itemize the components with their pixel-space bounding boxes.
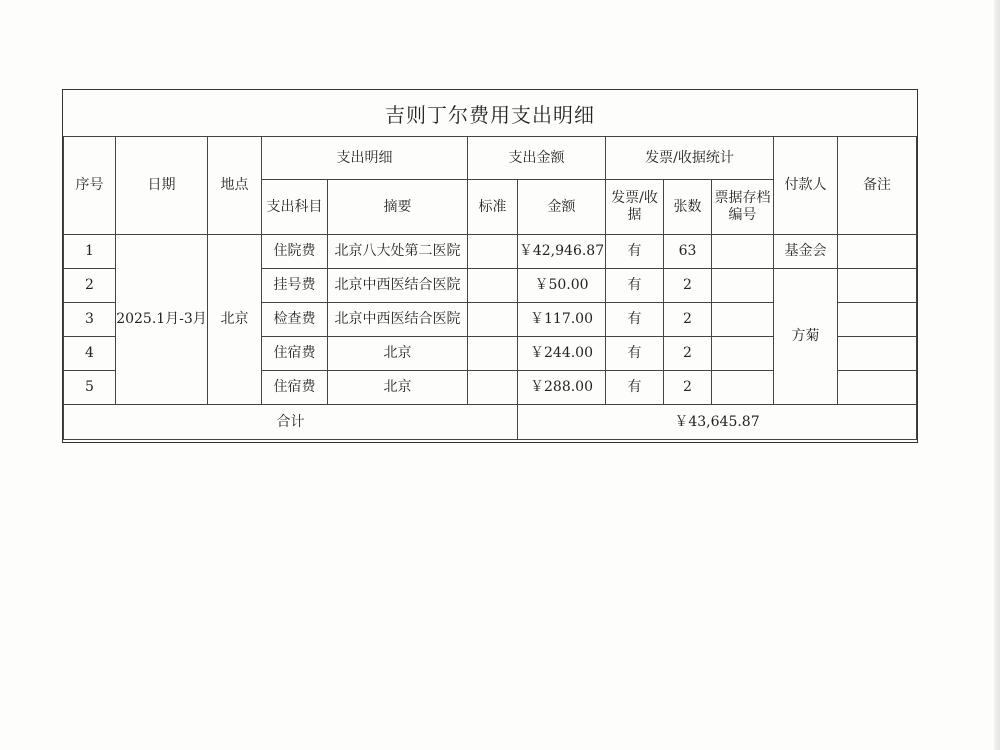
cell-category: 住宿费 — [262, 337, 328, 371]
cell-invoice: 有 — [606, 269, 664, 303]
cell-seq: 5 — [64, 371, 116, 405]
cell-category: 检查费 — [262, 303, 328, 337]
cell-seq: 4 — [64, 337, 116, 371]
header-seq: 序号 — [64, 137, 116, 235]
header-invoice-type: 发票/收据 — [606, 180, 664, 235]
cell-standard — [468, 269, 518, 303]
cell-standard — [468, 303, 518, 337]
header-archive-no: 票据存档编号 — [712, 180, 774, 235]
table-title: 吉则丁尔费用支出明细 — [63, 90, 917, 137]
cell-summary: 北京中西医结合医院 — [328, 303, 468, 337]
header-invoice-group: 发票/收据统计 — [606, 137, 774, 180]
header-summary: 摘要 — [328, 180, 468, 235]
cell-archive-no — [712, 337, 774, 371]
cell-category: 住宿费 — [262, 371, 328, 405]
cell-location-merged: 北京 — [208, 235, 262, 405]
cell-summary: 北京八大处第二医院 — [328, 235, 468, 269]
cell-amount: ￥288.00 — [518, 371, 606, 405]
expense-table-frame — [62, 89, 918, 443]
header-location: 地点 — [208, 137, 262, 235]
header-detail-group: 支出明细 — [262, 137, 468, 180]
cell-summary: 北京 — [328, 371, 468, 405]
cell-amount: ￥244.00 — [518, 337, 606, 371]
cell-count: 2 — [664, 303, 712, 337]
cell-remark — [838, 371, 917, 405]
cell-archive-no — [712, 235, 774, 269]
cell-standard — [468, 235, 518, 269]
header-date: 日期 — [116, 137, 208, 235]
cell-remark — [838, 337, 917, 371]
cell-seq: 2 — [64, 269, 116, 303]
cell-payer-merged: 方菊 — [774, 269, 838, 405]
table-row — [64, 235, 917, 269]
header-remark: 备注 — [838, 137, 917, 235]
cell-count: 63 — [664, 235, 712, 269]
cell-seq: 3 — [64, 303, 116, 337]
header-payer: 付款人 — [774, 137, 838, 235]
header-amount-group: 支出金额 — [468, 137, 606, 180]
total-value: ￥43,645.87 — [518, 405, 917, 440]
cell-archive-no — [712, 269, 774, 303]
total-label: 合计 — [64, 405, 518, 440]
header-standard: 标准 — [468, 180, 518, 235]
cell-invoice: 有 — [606, 235, 664, 269]
cell-remark — [838, 269, 917, 303]
cell-remark — [838, 303, 917, 337]
cell-archive-no — [712, 371, 774, 405]
cell-invoice: 有 — [606, 303, 664, 337]
cell-category: 住院费 — [262, 235, 328, 269]
cell-standard — [468, 337, 518, 371]
header-row-1 — [64, 137, 917, 180]
cell-count: 2 — [664, 337, 712, 371]
cell-count: 2 — [664, 371, 712, 405]
cell-amount: ￥50.00 — [518, 269, 606, 303]
cell-standard — [468, 371, 518, 405]
header-amount: 金额 — [518, 180, 606, 235]
cell-archive-no — [712, 303, 774, 337]
cell-date-merged: 2025.1月-3月 — [116, 235, 208, 405]
page-edge-shadow — [994, 0, 1000, 750]
cell-amount: ￥42,946.87 — [518, 235, 606, 269]
header-count: 张数 — [664, 180, 712, 235]
cell-seq: 1 — [64, 235, 116, 269]
cell-invoice: 有 — [606, 337, 664, 371]
cell-amount: ￥117.00 — [518, 303, 606, 337]
cell-summary: 北京 — [328, 337, 468, 371]
cell-remark — [838, 235, 917, 269]
cell-category: 挂号费 — [262, 269, 328, 303]
total-row — [64, 405, 917, 440]
cell-invoice: 有 — [606, 371, 664, 405]
cell-summary: 北京中西医结合医院 — [328, 269, 468, 303]
header-category: 支出科目 — [262, 180, 328, 235]
expense-table — [63, 136, 917, 440]
cell-payer-foundation: 基金会 — [774, 235, 838, 269]
cell-count: 2 — [664, 269, 712, 303]
